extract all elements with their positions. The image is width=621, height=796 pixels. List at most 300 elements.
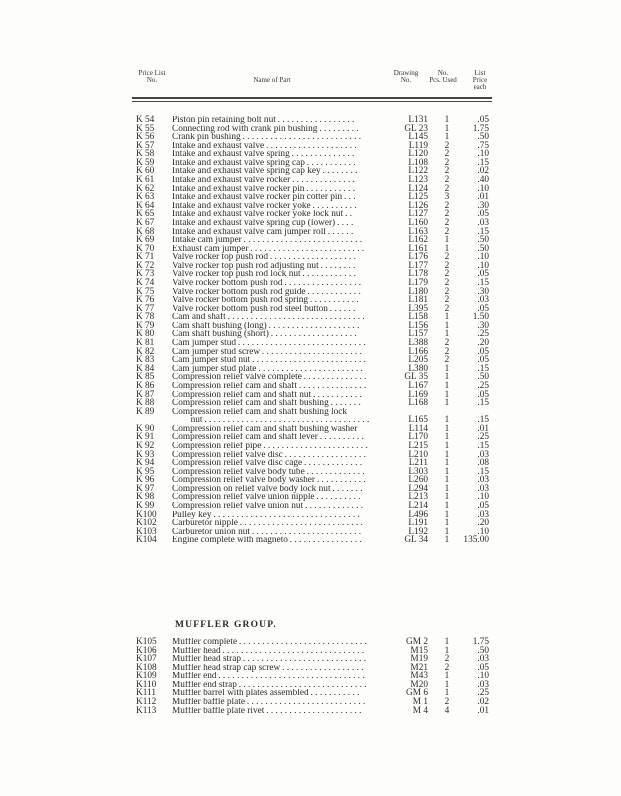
part-number: K 72 (136, 260, 155, 271)
list-price: .01 (477, 705, 489, 716)
drawing-number: L179 (408, 277, 428, 288)
table-row (0, 664, 621, 673)
part-name: Compression relief cam and shaft bushing . . . . . . . (172, 399, 361, 408)
part-name: Muffler baffle plate . . . . . . . . . . . . . . . . . . . . . . . . . . (172, 698, 366, 707)
part-number: K 68 (136, 226, 155, 237)
part-name: Muffler barrel with plates assembled . . . . . . . . . . . (172, 689, 360, 699)
part-number: K 56 (136, 132, 155, 143)
part-name: Compression relief valve body washer . . . . . . . . . . . (172, 476, 366, 485)
table-row (0, 167, 621, 176)
table-row (0, 707, 621, 716)
list-price: .15 (477, 466, 489, 477)
part-number: K 88 (136, 398, 155, 409)
list-price: .05 (477, 209, 489, 220)
table-row (0, 655, 621, 664)
drawing-number: L214 (408, 501, 428, 512)
list-price: .30 (477, 200, 489, 211)
part-name: Valve rocker bottom push rod spring . . . . . . . . . . . (172, 296, 359, 305)
pieces-used: 1 (444, 466, 450, 477)
drawing-number: L131 (408, 115, 428, 125)
part-name: Piston pin retaining bolt nut . . . . . . . . . . . . . . . . . (172, 116, 355, 125)
pieces-used: 1 (444, 415, 450, 426)
part-number: K103 (136, 526, 157, 537)
list-price: .05 (477, 501, 489, 512)
table-row (0, 150, 621, 159)
part-name: Compression relief valve body tube . . . . . . . . . . . . . (172, 467, 365, 477)
part-name: Cam jumper stud plate . . . . . . . . . . . . . . . . . . . . . . . (172, 364, 363, 374)
drawing-number: L260 (408, 475, 428, 486)
pieces-used: 1 (444, 380, 450, 391)
pieces-used: 2 (444, 175, 450, 186)
drawing-number: L176 (408, 252, 428, 263)
drawing-number: L160 (408, 217, 428, 228)
part-number: K 57 (136, 140, 155, 151)
list-price: .10 (477, 526, 489, 537)
drawing-number: M15 (410, 645, 428, 656)
table-row (0, 270, 621, 279)
table-row (0, 672, 621, 681)
drawing-number: L122 (408, 166, 428, 177)
part-name: Crank pin bushing . . . . . . . . . . . . . . . . . . . . . . . . . . (172, 133, 362, 142)
drawing-number: M19 (410, 654, 428, 665)
pieces-used: 1 (444, 645, 450, 656)
pieces-used: 2 (444, 295, 450, 306)
part-number: K 65 (136, 209, 155, 220)
part-number: K100 (136, 509, 157, 520)
list-price: .02 (477, 697, 489, 708)
table-row (0, 416, 621, 425)
pieces-used: 1 (444, 423, 450, 434)
drawing-number: L213 (408, 492, 428, 503)
table-row (0, 638, 621, 647)
part-name: Pulley key . . . . . . . . . . . . . . . . . . . . . . . . . . . . . . . . (172, 510, 360, 520)
part-number: K 98 (136, 492, 155, 503)
table-row (0, 519, 621, 528)
drawing-number: L114 (408, 423, 428, 434)
part-number: K 95 (136, 466, 155, 477)
drawing-number: L157 (408, 329, 428, 340)
list-price: .03 (477, 449, 489, 460)
drawing-number: L124 (408, 183, 428, 194)
part-number: K105 (136, 637, 157, 647)
table-row (0, 262, 621, 271)
pieces-used: 1 (444, 671, 450, 682)
drawing-number: L181 (408, 295, 428, 306)
drawing-number: L162 (408, 235, 428, 246)
drawing-number: L294 (408, 483, 428, 494)
pieces-used: 4 (444, 705, 450, 716)
part-name: Exhaust cam jumper . . . . . . . . . . . . . . . . . . . . . . . . . (172, 244, 365, 254)
part-number: K 54 (136, 115, 155, 125)
drawing-number: L211 (408, 458, 428, 469)
part-name: Compression relief cam and shaft nut . . . . . . . . . . . (172, 390, 362, 400)
header-name-of-part-label: Name of Part (253, 76, 291, 84)
table-row (0, 698, 621, 707)
section-title-muffler-group: MUFFLER GROUP. (175, 620, 277, 630)
part-name: Compression relief cam and shaft . . . . . . . . . . . . . . . (172, 381, 367, 391)
pieces-used: 1 (444, 526, 450, 537)
table-row (0, 185, 621, 194)
table-row (0, 219, 621, 228)
part-number: K112 (136, 697, 157, 708)
list-price: .15 (477, 363, 489, 374)
part-number: K 96 (136, 475, 155, 486)
drawing-number: L166 (408, 346, 428, 357)
pieces-used: 1 (444, 518, 450, 529)
list-price: .15 (477, 415, 489, 426)
pieces-used: 2 (444, 338, 450, 349)
list-price: .03 (477, 509, 489, 520)
part-name: Intake and exhaust valve . . . . . . . . . . . . . . . . . . . . (172, 141, 357, 151)
part-name: Compression relief valve union nipple . . . . . . . . . . (172, 493, 361, 503)
part-name: Cam and shaft . . . . . . . . . . . . . . . . . . . . . . . . . . . . . . (172, 313, 365, 322)
pieces-used: 2 (444, 252, 450, 263)
drawing-number: L380 (408, 363, 428, 374)
part-name: Compression relief cam and shaft lever . . . . . . . . . . (172, 433, 364, 442)
part-name: Muffler head . . . . . . . . . . . . . . . . . . . . . . . . . . . . . . . (172, 646, 365, 656)
pieces-used: 2 (444, 183, 450, 194)
part-number: K108 (136, 662, 157, 673)
drawing-number: L161 (408, 243, 428, 254)
list-price: .50 (477, 645, 489, 656)
part-name: Muffler end strap . . . . . . . . . . . . . . . . . . . . . . . . . . . . (172, 680, 367, 690)
table-row (0, 305, 621, 314)
list-price: .50 (477, 243, 489, 254)
part-name: Muffler baffle plate rivet . . . . . . . . . . . . . . . . . . . . . (172, 706, 362, 716)
list-price: .30 (477, 320, 489, 331)
table-row (0, 502, 621, 511)
list-price: 1.75 (472, 637, 489, 647)
part-number: K 93 (136, 449, 155, 460)
header-list-label: List (474, 69, 486, 77)
part-name: Compression relief valve disc cage . . . . . . . . . . . . . (172, 459, 363, 468)
table-row (0, 485, 621, 494)
part-name: Engine complete with magneto . . . . . . . . . . . . . . . . (172, 536, 362, 545)
part-number: K 78 (136, 312, 155, 323)
list-price: .03 (477, 654, 489, 665)
pieces-used: 1 (444, 372, 450, 383)
drawing-number: L145 (408, 132, 428, 143)
list-price: .15 (477, 157, 489, 168)
pieces-used: 2 (444, 286, 450, 297)
part-number: K102 (136, 518, 157, 529)
part-name: Compression relief cam and shaft bushing washer (172, 424, 358, 434)
pieces-used: 1 (444, 637, 450, 647)
part-number: K 71 (136, 252, 155, 263)
list-price: .03 (477, 295, 489, 306)
table-row (0, 356, 621, 365)
part-number: K109 (136, 671, 157, 682)
table-row (0, 296, 621, 305)
pieces-used: 2 (444, 166, 450, 177)
drawing-number: L303 (408, 466, 428, 477)
part-number: K 92 (136, 440, 155, 451)
part-name: Carburetor nipple . . . . . . . . . . . . . . . . . . . . . . . . . . . (172, 519, 363, 528)
pieces-used: 2 (444, 260, 450, 271)
list-price: .02 (477, 166, 489, 177)
list-price: .15 (477, 398, 489, 409)
table-row (0, 476, 621, 485)
table-row (0, 433, 621, 442)
drawing-number: M43 (410, 671, 428, 682)
table-row (0, 176, 621, 185)
part-number: K107 (136, 654, 157, 665)
table-row (0, 202, 621, 211)
drawing-number: L388 (408, 338, 428, 349)
pieces-used: 1 (444, 398, 450, 409)
table-row (0, 365, 621, 374)
drawing-number: M21 (410, 662, 428, 673)
table-row (0, 125, 621, 134)
drawing-number: L395 (408, 303, 428, 314)
table-row (0, 348, 621, 357)
table-row (0, 279, 621, 288)
part-name: Intake and exhaust valve cam jumper roll . . . . . . (172, 227, 354, 237)
drawing-number: L170 (408, 432, 428, 443)
part-name: Compression relief cam and shaft bushing lock (172, 407, 348, 417)
part-number: K 64 (136, 200, 155, 211)
list-price: .05 (477, 662, 489, 673)
pieces-used: 1 (444, 329, 450, 340)
part-name: Intake and exhaust valve spring . . . . . . . . . . . . . . (172, 150, 355, 159)
drawing-number: L167 (408, 380, 428, 391)
drawing-number: L158 (408, 312, 428, 323)
part-number: K 60 (136, 166, 155, 177)
list-price: .05 (477, 115, 489, 125)
list-price: .10 (477, 252, 489, 263)
part-number: K 79 (136, 320, 155, 331)
pieces-used: 2 (444, 303, 450, 314)
part-number: K 67 (136, 217, 155, 228)
part-name: Intake and exhaust valve rocker pin . . . . . . . . . . . (172, 184, 356, 194)
table-row (0, 142, 621, 151)
part-name: Intake cam jumper . . . . . . . . . . . . . . . . . . . . . . . . . . (172, 236, 363, 245)
part-number: K 81 (136, 338, 155, 349)
part-number: K 62 (136, 183, 155, 194)
part-name: Valve rocker top push rod lock nut . . . . . . . . . . . . (172, 270, 356, 279)
part-name: Muffler head strap . . . . . . . . . . . . . . . . . . . . . . . . . . . (172, 655, 367, 664)
drawing-number: L210 (408, 449, 428, 460)
header-drawing-no (386, 70, 426, 84)
header-price-list-no-label: No. (146, 76, 158, 84)
list-price: .15 (477, 226, 489, 237)
pieces-used: 1 (444, 123, 450, 134)
part-number: K106 (136, 645, 157, 656)
drawing-number: L177 (408, 260, 428, 271)
list-price: .50 (477, 235, 489, 246)
part-number: K113 (136, 705, 157, 716)
list-price: .10 (477, 149, 489, 160)
pieces-used: 1 (444, 492, 450, 503)
part-number: K 84 (136, 363, 155, 374)
list-price: .20 (477, 338, 489, 349)
part-name: Compression on relief valve body lock nut . . . . . . . (172, 484, 363, 494)
pieces-used: 2 (444, 140, 450, 151)
table-row (0, 245, 621, 254)
part-name: Cam shaft bushing (long) . . . . . . . . . . . . . . . . . . . . (172, 321, 360, 331)
pieces-used: 1 (444, 432, 450, 443)
part-name: Intake and exhaust valve rocker yoke lock nut . . (172, 210, 352, 219)
part-number: K 91 (136, 432, 155, 443)
list-price: .30 (477, 286, 489, 297)
header-list-price (466, 70, 494, 91)
part-number: K 58 (136, 149, 155, 160)
list-price: .03 (477, 483, 489, 494)
part-name: Intake and exhaust valve rocker yoke . . . . . . . . . . (172, 201, 357, 211)
list-price: .75 (477, 140, 489, 151)
drawing-number: L178 (408, 269, 428, 280)
part-number: K 99 (136, 501, 155, 512)
drawing-number: L120 (408, 149, 428, 160)
drawing-number: GL 34 (404, 535, 428, 546)
drawing-number: M 1 (412, 697, 428, 708)
part-number: K 85 (136, 372, 155, 383)
list-price: .15 (477, 440, 489, 451)
list-price: .03 (477, 217, 489, 228)
part-number: K 89 (136, 406, 155, 417)
part-name: Muffler end . . . . . . . . . . . . . . . . . . . . . . . . . . . . . . . . (172, 672, 365, 681)
pieces-used: 1 (444, 688, 450, 699)
header-name-of-part (232, 77, 312, 84)
list-price: .03 (477, 679, 489, 690)
part-name: Carburetor union nut . . . . . . . . . . . . . . . . . . . . . . . . (172, 527, 362, 537)
list-price: .50 (477, 372, 489, 383)
pieces-used: 2 (444, 217, 450, 228)
header-no-label: No. (437, 69, 449, 77)
table-row (0, 116, 621, 125)
list-price: .50 (477, 132, 489, 143)
list-price: .05 (477, 355, 489, 366)
part-number: K 83 (136, 355, 155, 366)
part-number: K 55 (136, 123, 155, 134)
part-name: Compression relief valve disc . . . . . . . . . . . . . . . . . . (172, 450, 366, 460)
header-rule-bottom (132, 101, 492, 102)
list-price: .25 (477, 432, 489, 443)
pieces-used: 1 (444, 320, 450, 331)
list-price: .10 (477, 183, 489, 194)
pieces-used: 2 (444, 226, 450, 237)
table-row (0, 459, 621, 468)
table-row (0, 373, 621, 382)
drawing-number: L126 (408, 200, 428, 211)
part-number: K 75 (136, 286, 155, 297)
table-row (0, 681, 621, 690)
table-row (0, 528, 621, 537)
part-number: K 87 (136, 389, 155, 400)
table-row (0, 330, 621, 339)
pieces-used: 1 (444, 243, 450, 254)
drawing-number: L123 (408, 175, 428, 186)
pieces-used: 1 (444, 440, 450, 451)
table-row (0, 689, 621, 698)
pieces-used: 1 (444, 235, 450, 246)
list-price: .10 (477, 260, 489, 271)
part-name: Compression relief valve complete . . . . . . . . . . . . . . (172, 373, 367, 382)
part-number: K 63 (136, 192, 155, 203)
list-price: .20 (477, 518, 489, 529)
drawing-number: L125 (408, 192, 428, 203)
list-price: .03 (477, 475, 489, 486)
part-name: Cam shaft bushing (short) . . . . . . . . . . . . . . . . . . . (172, 330, 357, 340)
part-number: K104 (136, 535, 157, 546)
table-row (0, 322, 621, 331)
header-drawing-no-label: No. (400, 76, 412, 84)
header-rule-top (132, 97, 492, 99)
part-number: K 76 (136, 295, 155, 306)
part-name: Intake and exhaust valve spring cap . . . . . . . . . . . (172, 158, 356, 168)
part-number: K 94 (136, 458, 155, 469)
part-name: Cam jumper stud screw . . . . . . . . . . . . . . . . . . . . . . (172, 347, 362, 357)
drawing-number: L215 (408, 440, 428, 451)
drawing-number: L165 (408, 415, 428, 426)
list-price: .25 (477, 688, 489, 699)
pieces-used: 1 (444, 501, 450, 512)
pieces-used: 1 (444, 509, 450, 520)
part-number: K 59 (136, 157, 155, 168)
part-number: K110 (136, 679, 157, 690)
list-price: .15 (477, 277, 489, 288)
drawing-number: L163 (408, 226, 428, 237)
drawing-number: L192 (408, 526, 428, 537)
list-price: .25 (477, 380, 489, 391)
part-name: Valve rocker bottom push rod guide . . . . . . . . . . . . (172, 287, 361, 297)
part-name: Intake and exhaust valve spring cup (lower) . . . . (172, 218, 354, 228)
pieces-used: 1 (444, 115, 450, 125)
pieces-used: 2 (444, 277, 450, 288)
part-number: K 80 (136, 329, 155, 340)
part-name: Intake and exhaust valve spring cap key . . . . . . . . (172, 167, 358, 177)
part-name: Cam jumper stud . . . . . . . . . . . . . . . . . . . . . . . . . . . . (172, 339, 366, 348)
pieces-used: 1 (444, 679, 450, 690)
table-row (0, 468, 621, 477)
header-price-list-label: Price List (138, 69, 166, 77)
pieces-used: 2 (444, 346, 450, 357)
table-row (0, 425, 621, 434)
table-row (0, 228, 621, 237)
header-price-list-no (134, 70, 170, 84)
list-price: 1.75 (472, 123, 489, 134)
list-price: 135.00 (463, 535, 489, 546)
part-name: Intake and exhaust valve rocker pin cotter pin . . . (172, 193, 356, 202)
part-number: K 82 (136, 346, 155, 357)
table-row (0, 339, 621, 348)
drawing-number: M20 (410, 679, 428, 690)
drawing-number: L191 (408, 518, 428, 529)
list-price: .01 (477, 423, 489, 434)
drawing-number: L169 (408, 389, 428, 400)
drawing-number: GM 2 (406, 637, 428, 647)
drawing-number: L496 (408, 509, 428, 520)
pieces-used: 3 (444, 192, 450, 203)
drawing-number: L156 (408, 320, 428, 331)
list-price: .05 (477, 303, 489, 314)
drawing-number: GM 6 (406, 688, 428, 699)
part-number: K 70 (136, 243, 155, 254)
table-row (0, 313, 621, 322)
part-number: K 86 (136, 380, 155, 391)
drawing-number: M 4 (412, 705, 428, 716)
table-row (0, 236, 621, 245)
table-row (0, 253, 621, 262)
pieces-used: 1 (444, 363, 450, 374)
list-price: .25 (477, 329, 489, 340)
list-price: 1.50 (472, 312, 489, 323)
part-name: Intake and exhaust valve rocker . . . . . . . . . . . . . . (172, 176, 355, 185)
table-row (0, 382, 621, 391)
part-name: Muffler complete . . . . . . . . . . . . . . . . . . . . . . . . . . . . (172, 638, 367, 647)
muffler-parts-table (0, 638, 621, 715)
table-row (0, 193, 621, 202)
